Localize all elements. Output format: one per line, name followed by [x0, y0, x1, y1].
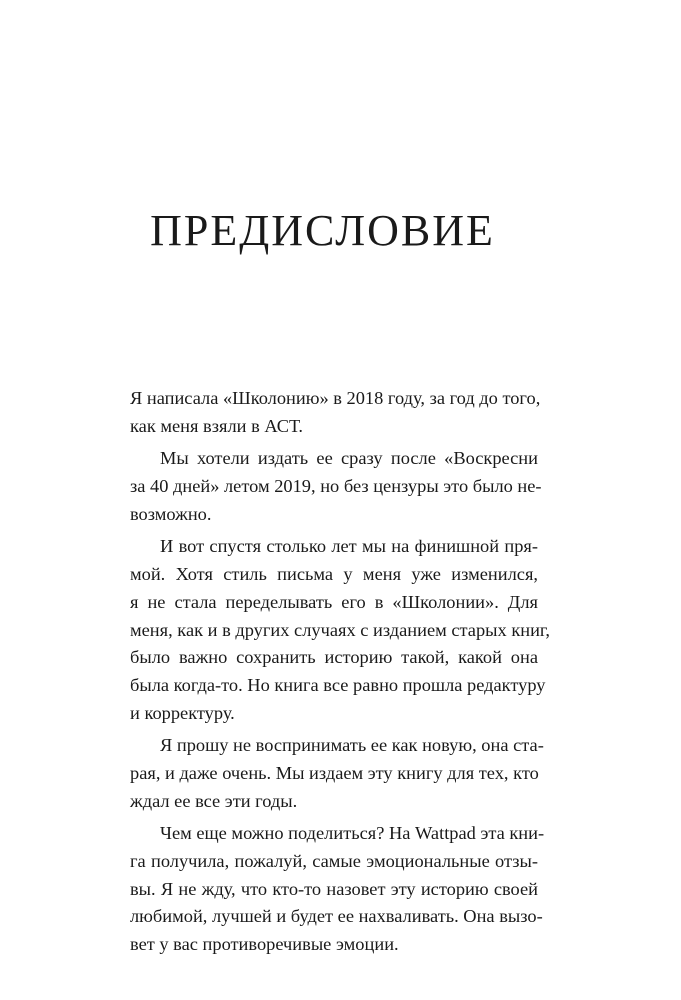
paragraph-line: мой. Хотя стиль письма у меня уже изменился,: [130, 564, 538, 585]
paragraph-line: как меня взяли в АСТ.: [130, 415, 303, 436]
paragraph-line: вет у вас противоречивые эмоции.: [130, 934, 399, 955]
paragraph-line: Я прошу не воспринимать ее как новую, она ста-: [160, 735, 544, 756]
paragraph-line: вы. Я не жду, что кто-то назовет эту историю своей: [130, 878, 538, 899]
paragraph-line: Я написала «Школонию» в 2018 году, за год до того,: [130, 388, 541, 408]
paragraph-line: за 40 дней» летом 2019, но без цензуры это было не-: [130, 476, 542, 497]
paragraph-line: и корректуру.: [130, 702, 235, 723]
paragraph-line: возможно.: [130, 503, 212, 524]
paragraph-line: Чем еще можно поделиться? На Wattpad эта кни-: [160, 823, 545, 844]
paragraph-line: ждал ее все эти годы.: [130, 790, 298, 811]
paragraph-line: меня, как и в других случаях с изданием старых книг,: [130, 619, 551, 640]
body-text: [130, 385, 551, 959]
paragraph-line: я не стала переделывать его в «Школонии». Для: [130, 591, 538, 612]
paragraph-line: И вот спустя столько лет мы на финишной пря-: [160, 536, 538, 557]
paragraph-line: рая, и даже очень. Мы издаем эту книгу для тех, кто: [130, 762, 539, 783]
paragraph-line: Мы хотели издать ее сразу после «Воскресни: [160, 448, 538, 469]
chapter-title: ПРЕДИСЛОВИЕ: [150, 206, 495, 255]
paragraph-line: любимой, лучшей и будет ее нахваливать. Она вызо-: [130, 906, 543, 927]
paragraph-line: было важно сохранить историю такой, какой она: [130, 647, 538, 668]
paragraph-line: была когда-то. Но книга все равно прошла редактуру: [130, 674, 546, 695]
paragraph-line: га получила, пожалуй, самые эмоциональные отзы-: [130, 851, 538, 871]
